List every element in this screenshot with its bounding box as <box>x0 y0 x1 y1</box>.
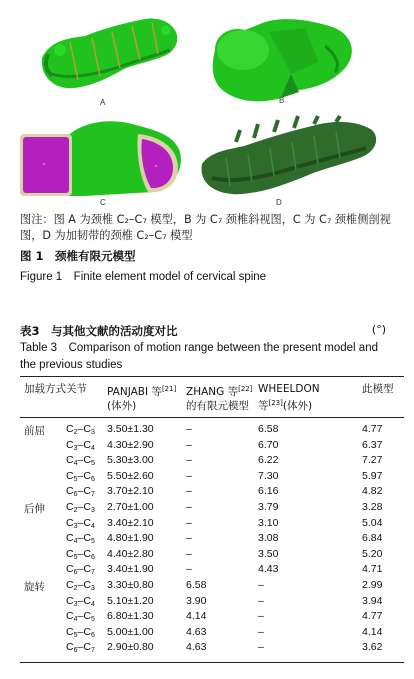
row-segment: $C_5-C_6$ <box>66 625 95 639</box>
row-segment: $C_2-C_3$ <box>66 579 95 592</box>
row-zhang-value: – <box>186 485 192 498</box>
figure-note: 图注：图 A 为颈椎 C₂–C₇ 模型，B 为 C₇ 颈椎斜视图，C 为 C₇ 颈椎侧剖视图，D 为加韧带的颈椎 C₂–C₇ 模型 <box>20 213 391 242</box>
spine-with-ligaments-image <box>196 112 382 210</box>
row-wheeldon-value: 7.30 <box>258 469 279 482</box>
row-model-value: 4.71 <box>362 563 383 576</box>
table-top-rule <box>20 376 404 377</box>
header-this-model: 此模型 <box>362 383 394 395</box>
row-model-value: 6.84 <box>362 532 383 545</box>
panel-letter-d: D <box>276 198 282 207</box>
row-zhang-value: – <box>186 423 192 435</box>
row-model-value: 7.27 <box>362 454 383 467</box>
c7-oblique-view-image <box>195 10 365 110</box>
row-zhang-value: 4.63 <box>186 641 207 654</box>
header-panjabi-name: PANJABI 等 <box>107 386 162 398</box>
row-model-value: 6.37 <box>362 438 383 451</box>
row-panjabi-value: 6.80±1.30 <box>107 610 154 623</box>
row-model-value: 2.99 <box>362 579 383 591</box>
row-panjabi-value: 3.70±2.10 <box>107 485 154 498</box>
row-zhang-value: – <box>186 563 192 576</box>
row-wheeldon-value: – <box>258 594 264 607</box>
row-segment: $C_2-C_3$ <box>66 423 95 436</box>
row-model-value: 4.82 <box>362 485 383 498</box>
header-panjabi <box>107 382 176 413</box>
figure-panel-a <box>30 10 185 110</box>
row-wheeldon-value: 6.70 <box>258 438 279 451</box>
c7-section-view-image <box>14 112 189 210</box>
row-panjabi-value: 3.40±1.90 <box>107 563 154 576</box>
header-load-method: 加载方式 <box>24 383 66 395</box>
row-wheeldon-value: 3.79 <box>258 501 279 513</box>
row-zhang-value: 4.63 <box>186 625 207 638</box>
row-zhang-value: 4.14 <box>186 610 207 623</box>
header-wheeldon-et-al: 等 <box>258 400 269 412</box>
row-wheeldon-value: 3.50 <box>258 547 279 560</box>
row-panjabi-value: 2.90±0.80 <box>107 641 154 654</box>
row-segment: $C_4-C_5$ <box>66 532 95 546</box>
row-panjabi-value: 3.50±1.30 <box>107 423 154 435</box>
header-wheeldon-name: WHEELDON <box>258 383 320 395</box>
row-wheeldon-value: 4.43 <box>258 563 279 576</box>
figure-panel-b <box>195 10 365 110</box>
row-model-value: 5.20 <box>362 547 383 560</box>
panel-letter-b: B <box>279 96 285 105</box>
table-title-cn: 表3 与其他文献的活动度对比 <box>20 324 178 338</box>
row-segment: $C_6-C_7$ <box>66 641 95 655</box>
row-model-value: 4.77 <box>362 610 383 623</box>
row-panjabi-value: 4.30±2.90 <box>107 438 154 451</box>
row-zhang-value: 6.58 <box>186 579 207 591</box>
figure-panel-c <box>14 112 189 210</box>
row-wheeldon-value: 6.16 <box>258 485 279 498</box>
row-zhang-value: 3.90 <box>186 594 207 607</box>
row-panjabi-value: 2.70±1.00 <box>107 501 154 513</box>
row-segment: $C_5-C_6$ <box>66 469 95 483</box>
panel-letter-c: C <box>100 198 106 207</box>
header-wheeldon-note: (体外) <box>282 400 313 412</box>
table-bottom-rule <box>20 662 404 663</box>
row-model-value: 3.28 <box>362 501 383 513</box>
row-zhang-value: – <box>186 516 192 529</box>
row-group-label: 后伸 <box>24 503 45 515</box>
header-wheeldon <box>258 382 320 413</box>
row-panjabi-value: 5.30±3.00 <box>107 454 154 467</box>
row-zhang-value: – <box>186 454 192 467</box>
row-model-value: 5.97 <box>362 469 383 482</box>
header-zhang-name: ZHANG 等 <box>186 386 239 398</box>
row-wheeldon-value: – <box>258 579 264 591</box>
row-wheeldon-value: 6.58 <box>258 423 279 435</box>
row-panjabi-value: 5.10±1.20 <box>107 594 154 607</box>
row-group-label: 前屈 <box>24 425 45 437</box>
header-panjabi-note: (体外) <box>107 400 137 412</box>
row-segment: $C_4-C_5$ <box>66 454 95 468</box>
header-zhang-note: 的有限元模型 <box>186 400 249 412</box>
header-joint: 关节 <box>66 383 87 395</box>
row-wheeldon-value: – <box>258 641 264 654</box>
figure-title-en: Figure 1 Finite element model of cervical spine <box>20 271 267 283</box>
row-segment: $C_2-C_3$ <box>66 501 95 514</box>
cervical-spine-model-image <box>30 10 185 110</box>
row-segment: $C_5-C_6$ <box>66 547 95 561</box>
row-wheeldon-value: 6.22 <box>258 454 279 467</box>
row-segment: $C_3-C_4$ <box>66 594 95 608</box>
row-model-value: 4.14 <box>362 625 383 638</box>
row-segment: $C_6-C_7$ <box>66 485 95 499</box>
row-model-value: 3.62 <box>362 641 383 654</box>
row-zhang-value: – <box>186 532 192 545</box>
header-wheeldon-ref: [23] <box>268 399 283 407</box>
header-zhang <box>186 382 252 413</box>
row-wheeldon-value: – <box>258 625 264 638</box>
row-model-value: 5.04 <box>362 516 383 529</box>
table-header-rule <box>20 417 404 418</box>
row-panjabi-value: 3.30±0.80 <box>107 579 154 591</box>
row-zhang-value: – <box>186 469 192 482</box>
row-segment: $C_6-C_7$ <box>66 563 95 577</box>
row-panjabi-value: 5.50±2.60 <box>107 469 154 482</box>
table-unit: (°) <box>371 323 386 336</box>
row-group-label: 旋转 <box>24 581 45 593</box>
row-panjabi-value: 4.80±1.90 <box>107 532 154 545</box>
row-wheeldon-value: – <box>258 610 264 623</box>
row-segment: $C_3-C_4$ <box>66 438 95 452</box>
row-model-value: 4.77 <box>362 423 383 435</box>
row-segment: $C_4-C_5$ <box>66 610 95 624</box>
figure-panel-d <box>196 112 382 210</box>
row-zhang-value: – <box>186 547 192 560</box>
header-panjabi-ref: [21] <box>161 385 177 393</box>
row-wheeldon-value: 3.10 <box>258 516 279 529</box>
row-panjabi-value: 4.40±2.80 <box>107 547 154 560</box>
row-model-value: 3.94 <box>362 594 383 607</box>
figure-title-cn: 图 1 颈椎有限元模型 <box>20 249 136 263</box>
header-zhang-ref: [22] <box>238 385 253 393</box>
table-title-en: Table 3 Comparison of motion range between the present model and the previous studies <box>20 342 378 371</box>
panel-letter-a: A <box>100 98 106 107</box>
row-zhang-value: – <box>186 438 192 451</box>
row-zhang-value: – <box>186 501 192 513</box>
row-panjabi-value: 3.40±2.10 <box>107 516 154 529</box>
row-segment: $C_3-C_4$ <box>66 516 95 530</box>
row-panjabi-value: 5.00±1.00 <box>107 625 154 638</box>
row-wheeldon-value: 3.08 <box>258 532 279 545</box>
